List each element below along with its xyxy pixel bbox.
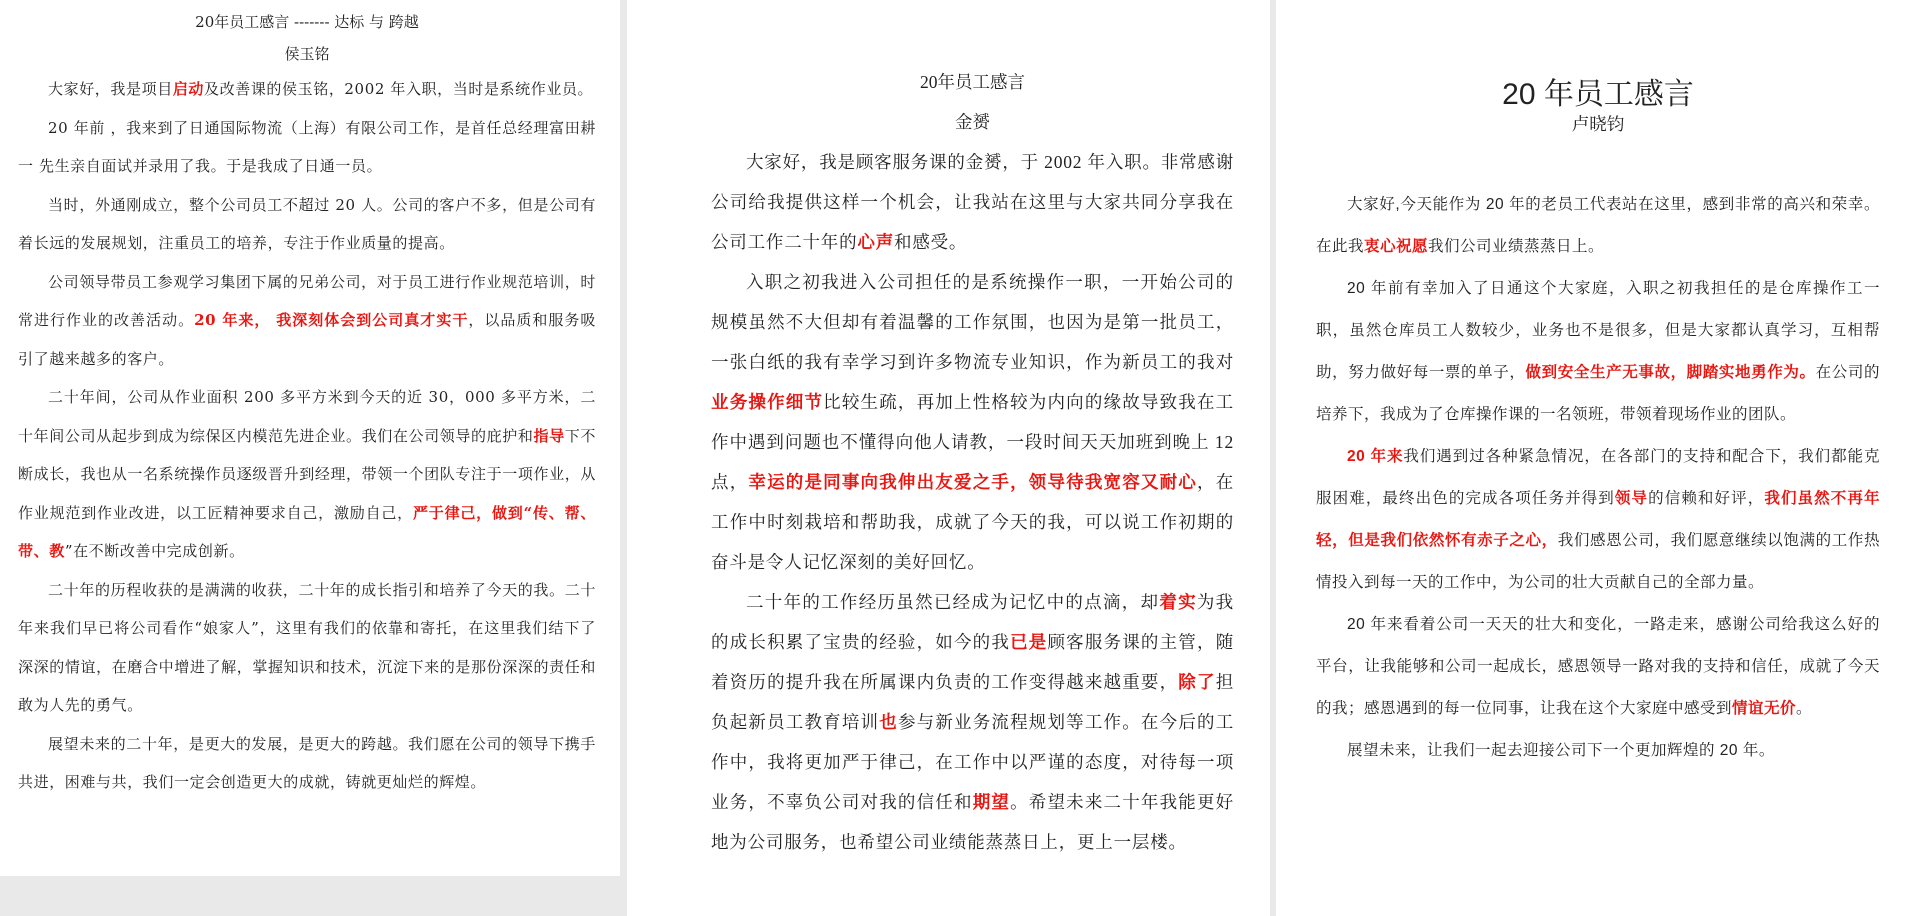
paragraph [1316,184,1880,268]
paragraph [18,186,596,263]
highlighted-text: 幸运的是同事向我伸出友爱之手，领导待我宽容又耐心 [748,472,1197,492]
paragraph [1316,604,1880,730]
text-run: 顾客服务课的主管，随着资历的提升我在所属课内负责的工作变得越来越重要， [711,632,1234,692]
page-body [711,142,1234,862]
highlighted-text: 我深刻体会到公司真才实干 [276,311,469,329]
paragraph [711,582,1234,862]
text-run: 公司领导带员工参观学习集团下属的兄弟公司，对于员工进行作业规范培训，时常进行作业的改善活动。 [18,272,596,329]
text-run: 参与新业务流程规划等工作。在今后的工作中，我将更加严于律己，在工作中以严谨的态度，对待每一项业务，不辜负公司对我的信任和 [711,712,1234,812]
paragraph [1316,436,1880,604]
text-run: 。 [1796,700,1813,717]
highlighted-text: 20 年来 [1347,448,1404,465]
highlighted-text: 着实 [1159,592,1197,612]
text-run: 入职之初我进入公司担任的是系统操作一职，一开始公司的规模虽然不大但却有着温馨的工作氛围，也因为是第一批员工，一张白纸的我有幸学习到许多物流专业知识，作为新员工的我对 [711,272,1234,372]
highlighted-text: 严于律己，做到“传、帮、带、教 [18,503,596,560]
text-run: 下不断成长，我也从一名系统操作员逐级晋升到经理，带领一个团队专注于一项作业，从作业规范到作业改进，以工匠精神要求自己，激励自己， [18,426,597,522]
text-run: 。希望未来二十年我能更好地为公司服务，也希望公司业绩能蒸蒸日上，更上一层楼。 [711,792,1234,852]
text-run: 20 年来看着公司一天天的壮大和变化，一路走来，感谢公司给我这么好的平台，让我能够和公司一起成长，感恩领导一路对我的支持和信任，成就了今天的我；感恩遇到的每一位同事，让我在这个大家庭中感受到 [1316,616,1880,717]
paragraph [1316,268,1880,436]
text-run: 和感受。 [894,232,968,252]
paragraph [18,70,596,109]
text-run: 展望未来的二十年，是更大的发展，是更大的跨越。我们愿在公司的领导下携手共进，困难与共，我们一定会创造更大的成就，铸就更灿烂的辉煌。 [18,734,596,791]
highlighted-text: 20 年来， [194,311,271,329]
highlighted-text: 除了 [1178,672,1216,692]
highlighted-text: 指导 [533,426,565,445]
text-run: 二十年的历程收获的是满满的收获，二十年的成长指引和培养了今天的我。二十年来我们早已将公司看作“娘家人”，这里有我们的依靠和寄托，在这里我们结下了深深的情谊，在磨合中增进了解，掌握知识和技术，沉淀下来的是那份深深的责任和敢为人先的勇气。 [18,580,596,714]
page-body [1316,184,1880,772]
document-page-3 [1276,0,1905,916]
text-run: 大家好，我是项目 [48,80,173,98]
paragraph [18,725,596,802]
text-run: 我们遇到过各种紧急情况，在各部门的支持和配合下，我们都能克服困难，最终出色的完成各项任务并得到 [1316,448,1880,507]
text-run: 大家好,今天能作为 20 年的老员工代表站在这里，感到非常的高兴和荣幸。在此我 [1316,196,1880,255]
page-author: 卢晓钧 [1571,114,1625,134]
text-run: 为我的成长积累了宝贵的经验，如今的我 [711,592,1234,652]
text-run: 当时，外通刚成立，整个公司员工不超过 20 人。公司的客户不多，但是公司有着长远的发展规划，注重员工的培养，专注于作业质量的提高。 [18,195,596,252]
page-title: 20 年员工感言 [1502,78,1694,111]
paragraph [711,262,1234,582]
highlighted-text: 心声 [857,232,895,252]
paragraph [18,571,596,725]
highlighted-text: 领导 [1614,490,1649,507]
page-author: 侯玉铭 [284,45,330,63]
text-run: 展望未来，让我们一起去迎接公司下一个更加辉煌的 20 年。 [1347,742,1775,759]
paragraph [18,263,596,379]
page-body [18,70,596,802]
text-run: 我们感恩公司，我们愿意继续以饱满的工作热情投入到每一天的工作中，为公司的壮大贡献自己的全部力量。 [1316,532,1880,591]
highlighted-text: 也 [879,712,898,732]
document-page-2 [627,0,1270,916]
text-run: ”在不断改善中完成创新。 [64,542,245,560]
page-title: 20年员工感言 ------- 达标 与 跨越 [195,13,419,31]
highlighted-text: 启动 [172,80,205,98]
highlighted-text: 已是 [1010,632,1048,652]
paragraph [18,378,596,571]
highlighted-text: 期望 [972,792,1011,812]
highlighted-text: 衷心祝愿 [1364,238,1429,255]
text-run: 的信赖和好评， [1648,490,1765,507]
text-run: ，在工作中时刻栽培和帮助我，成就了今天的我，可以说工作初期的奋斗是令人记忆深刻的美好回忆。 [711,472,1234,572]
text-run: 在公司的培养下，我成为了仓库操作课的一名领班，带领着现场作业的团队。 [1316,364,1880,423]
text-run: 比较生疏，再加上性格较为内向的缘故导致我在工作中遇到问题也不懂得向他人请教，一段时间天天加班到晚上 12 点， [711,392,1234,492]
text-run: 二十年的工作经历虽然已经成为记忆中的点滴，却 [746,592,1160,612]
text-run: 20 年前有幸加入了日通这个大家庭，入职之初我担任的是仓库操作工一职，虽然仓库员工人数较少，业务也不是很多，但是大家都认真学习，互相帮助，努力做好每一票的单子， [1316,280,1880,381]
paragraph [18,109,596,186]
paragraph [711,142,1234,262]
text-run: ，以品质和服务吸引了越来越多的客户。 [18,311,597,368]
paragraph [1316,730,1880,772]
highlighted-text: 做到安全生产无事故，脚踏实地勇作为。 [1525,364,1816,381]
highlighted-text: 我们虽然不再年轻，但是我们依然怀有赤子之心， [1316,490,1880,549]
highlighted-text: 情谊无价 [1732,700,1797,717]
document-page-1 [0,0,620,876]
text-run: 及改善课的侯玉铭，2002 年入职，当时是系统作业员。 [204,80,594,98]
highlighted-text: 业务操作细节 [711,392,824,412]
text-run: 我们公司业绩蒸蒸日上。 [1428,238,1605,255]
text-run: 大家好，我是顾客服务课的金赟，于 2002 年入职。非常感谢公司给我提供这样一个机会，让我站在这里与大家共同分享我在公司工作二十年的 [711,152,1234,252]
text-run: 20 年前 ，我来到了日通国际物流（上海）有限公司工作，是首任总经理富田耕一 先生亲自面试并录用了我。于是我成了日通一员。 [18,118,596,175]
text-run: 二十年间，公司从作业面积 200 多平方米到今天的近 30，000 多平方米，二十年间公司从起步到成为综保区内模范先进企业。我们在公司领导的庇护和 [18,388,596,445]
page-title: 20年员工感言 [920,72,1025,92]
text-run: 担负起新员工教育培训 [711,672,1234,732]
page-author: 金赟 [955,112,990,132]
